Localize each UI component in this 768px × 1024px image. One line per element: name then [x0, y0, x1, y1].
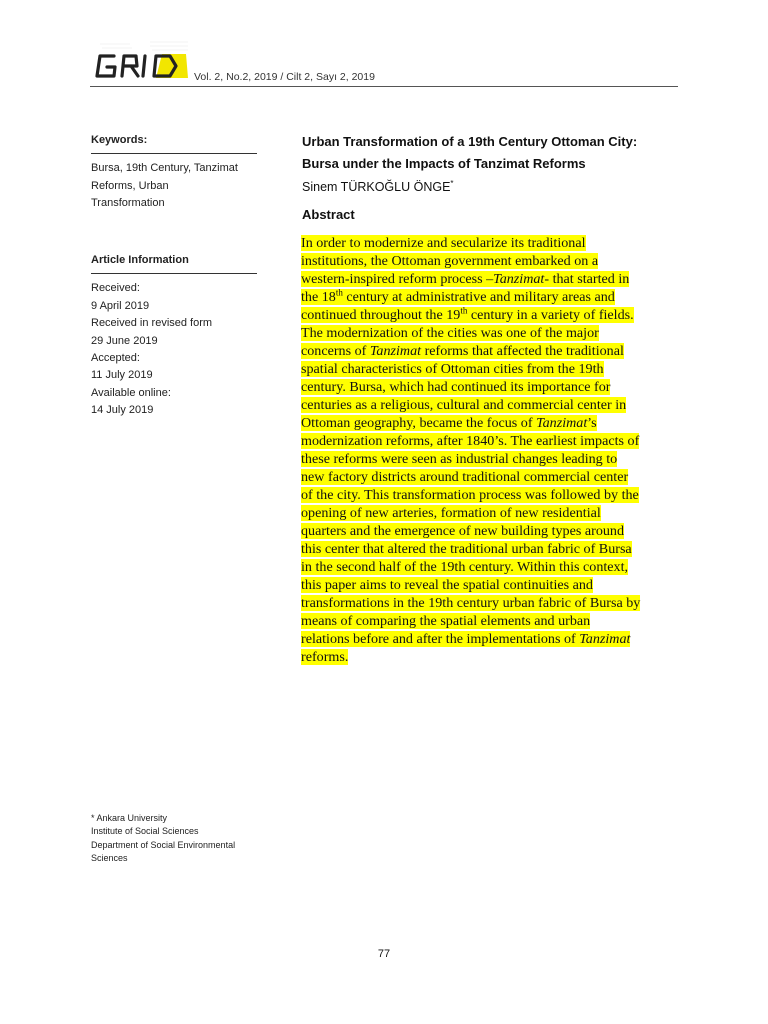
keyword-line: Reforms, Urban [91, 179, 169, 192]
abstract-heading: Abstract [302, 207, 355, 222]
abstract-line: means of comparing the spatial elements and urban [301, 613, 591, 629]
keyword-line: Transformation [91, 197, 165, 210]
journal-issue-info: Vol. 2, No.2, 2019 / Cilt 2, Sayı 2, 2019 [194, 71, 375, 83]
abstract-body [301, 234, 681, 666]
abstract-italic-term: Tanzimat [536, 415, 588, 431]
abstract-italic-term: Tanzimat- [493, 271, 550, 287]
title-line: Urban Transformation of a 19th Century Ottoman City: [302, 134, 638, 149]
info-line: 9 April 2019 [91, 299, 150, 312]
abstract-superscript: th [460, 305, 468, 316]
abstract-line: concerns of [301, 343, 370, 359]
abstract-line: this paper aims to reveal the spatial continuities and [301, 577, 593, 593]
keyword-line: Bursa, 19th Century, Tanzimat [91, 162, 238, 175]
logo-hatch [100, 42, 188, 50]
abstract-line: of the city. This transformation process was followed by the [301, 487, 639, 503]
author-name [302, 180, 680, 194]
logo-letter-r [122, 56, 138, 76]
abstract-italic-term: Tanzimat [369, 343, 422, 359]
author-text: Sinem TÜRKOĞLU ÖNGE [302, 180, 451, 194]
abstract-line: century at administrative and military areas and [342, 289, 615, 305]
abstract-superscript: th [335, 287, 343, 298]
info-line: Accepted: [91, 352, 140, 365]
article-info-heading: Article Information [91, 252, 257, 274]
abstract-line: reforms that affected the traditional [421, 343, 624, 359]
page-number: 77 [377, 948, 391, 960]
abstract-line: ’s [587, 415, 597, 431]
abstract-line: modernization reforms, after 1840’s. The earliest impacts of [301, 433, 640, 449]
abstract-italic-term: Tanzimat [579, 631, 631, 647]
info-line: 11 July 2019 [91, 369, 153, 382]
abstract-line: new factory districts around traditional commercial center [301, 469, 629, 485]
abstract-line: in the second half of the 19th century. Within this context, [301, 559, 629, 575]
logo-letter-g [97, 56, 115, 76]
logo-letter-i [143, 56, 145, 76]
affiliation-line: Sciences [91, 852, 128, 863]
abstract-line: transformations in the 19th century urban fabric of Bursa by [301, 595, 641, 611]
abstract-line: centuries as a religious, cultural and commercial center in [301, 397, 627, 413]
abstract-line: quarters and the emergence of new building types around [301, 523, 625, 539]
abstract-line: western-inspired reform process – [301, 271, 494, 287]
abstract-line: century. Bursa, which had continued its importance for [301, 379, 611, 395]
info-line: Available online: [91, 386, 171, 399]
info-line: Received: [91, 282, 140, 295]
abstract-line: relations before and after the implementations of [301, 631, 580, 647]
author-footnote-mark: * [450, 178, 454, 188]
info-line: Received in revised form [91, 317, 213, 330]
header-divider [90, 86, 678, 87]
info-line: 29 June 2019 [91, 334, 158, 347]
abstract-line: reforms. [301, 649, 349, 665]
title-line: Bursa under the Impacts of Tanzimat Reforms [302, 156, 586, 171]
affiliation-line: * Ankara University [91, 813, 168, 823]
abstract-line: opening of new arteries, formation of new residential [301, 505, 601, 521]
author-affiliation [91, 812, 261, 865]
abstract-line: century in a variety of fields. [467, 307, 634, 323]
abstract-line: The modernization of the cities was one of the major [301, 325, 599, 341]
abstract-line: the 18 [301, 289, 336, 305]
abstract-line: spatial characteristics of Ottoman cities from the 19th [301, 361, 604, 377]
paper-title [302, 131, 680, 175]
abstract-line: this center that altered the traditional urban fabric of Bursa [301, 541, 632, 557]
affiliation-line: Department of Social Environmental [91, 839, 236, 850]
abstract-line: In order to modernize and secularize its traditional [301, 235, 586, 251]
abstract-line: that started in [549, 271, 630, 287]
abstract-line: these reforms were seen as industrial changes leading to [301, 451, 618, 467]
abstract-line: Ottoman geography, became the focus of [301, 415, 537, 431]
article-info-section [91, 252, 257, 420]
info-line: 14 July 2019 [91, 404, 154, 417]
keywords-heading: Keywords: [91, 132, 257, 154]
grid-logo [90, 40, 190, 84]
abstract-line: continued throughout the 19 [301, 307, 461, 323]
abstract-line: institutions, the Ottoman government embarked on a [301, 253, 599, 269]
keywords-section [91, 132, 257, 213]
affiliation-line: Institute of Social Sciences [91, 826, 199, 837]
